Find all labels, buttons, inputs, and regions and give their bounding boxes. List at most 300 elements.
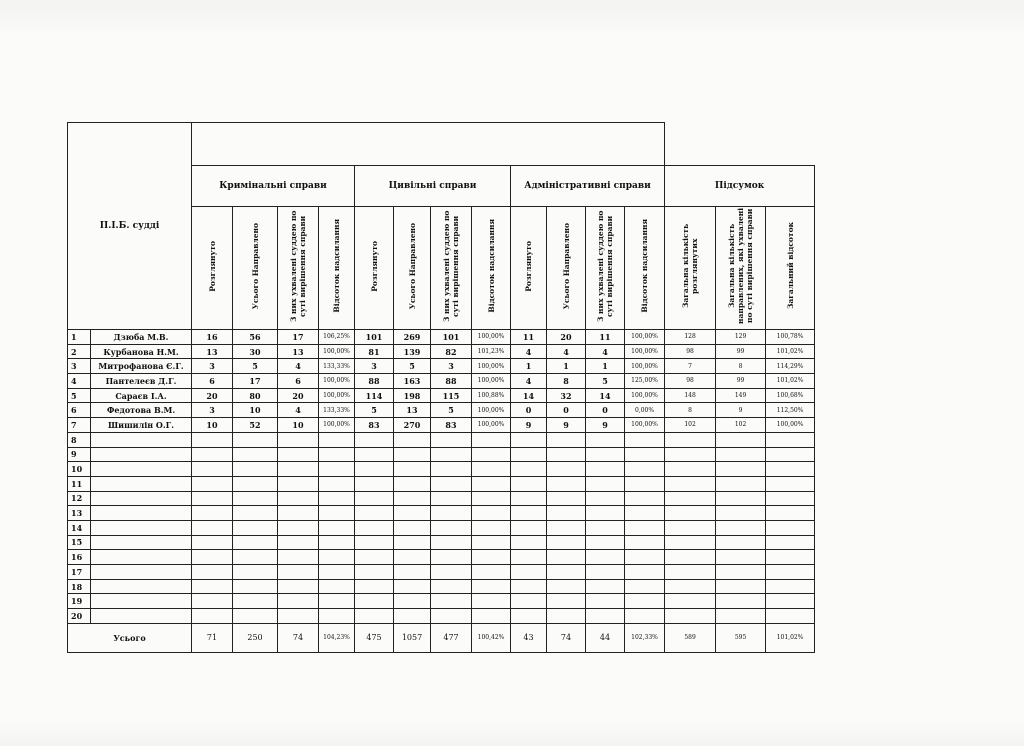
col-header-label: Відсоток надсилання: [332, 219, 341, 313]
crim-cell: [319, 609, 355, 624]
col-header-label: З них ухвалені суддею по суті вирішення справи: [596, 210, 614, 322]
summary-cell: [716, 609, 766, 624]
row-number: 19: [68, 594, 91, 609]
total-adm-cell: 74: [547, 623, 586, 652]
crim-cell: [233, 447, 278, 462]
crim-cell: [233, 594, 278, 609]
summary-cell: [665, 594, 716, 609]
total-civ-cell: 477: [431, 623, 472, 652]
crim-cell: [319, 447, 355, 462]
civ-cell: [431, 609, 472, 624]
adm-cell: [547, 462, 586, 477]
civ-cell: [394, 594, 431, 609]
crim-cell: [278, 506, 319, 521]
crim-cell: [192, 594, 233, 609]
crim-cell: [319, 594, 355, 609]
total-summary-cell: 589: [665, 623, 716, 652]
adm-cell: 14: [586, 388, 625, 403]
adm-cell: [586, 447, 625, 462]
civ-cell: [355, 565, 394, 580]
adm-cell: [511, 432, 547, 447]
crim-cell: [233, 550, 278, 565]
blank-header-band: [192, 123, 665, 166]
adm-cell: 9: [586, 418, 625, 433]
judge-name: [91, 609, 192, 624]
civ-cell: 83: [431, 418, 472, 433]
summary-cell: [716, 550, 766, 565]
civ-cell: [472, 594, 511, 609]
adm-cell: [625, 506, 665, 521]
summary-cell: [716, 579, 766, 594]
summary-cell: 128: [665, 330, 716, 345]
row-number: 7: [68, 418, 91, 433]
judge-name: Пантелеєв Д.Г.: [91, 374, 192, 389]
civ-cell: [472, 565, 511, 580]
adm-cell: [586, 506, 625, 521]
table-row: [68, 418, 815, 433]
adm-cell: 0: [586, 403, 625, 418]
adm-cell: 1: [511, 359, 547, 374]
summary-cell: [766, 594, 815, 609]
adm-cell: [625, 432, 665, 447]
adm-cell: [511, 594, 547, 609]
crim-cell: 20: [278, 388, 319, 403]
adm-cell: [625, 579, 665, 594]
civ-cell: [355, 506, 394, 521]
col-header-label: Усього Направлено: [407, 222, 417, 310]
judge-name: Митрофанова Є.Г.: [91, 359, 192, 374]
total-row: [68, 623, 815, 652]
table-row: [68, 432, 815, 447]
summary-cell: [766, 506, 815, 521]
crim-cell: 100,00%: [319, 388, 355, 403]
row-number: 4: [68, 374, 91, 389]
civ-cell: 101: [355, 330, 394, 345]
row-number: 13: [68, 506, 91, 521]
row-number: 15: [68, 535, 91, 550]
crim-cell: [319, 462, 355, 477]
table-row: [68, 344, 815, 359]
total-crim-cell: 74: [278, 623, 319, 652]
summary-cell: [766, 550, 815, 565]
crim-cell: 10: [233, 403, 278, 418]
civ-cell: [431, 476, 472, 491]
table-row: [68, 359, 815, 374]
summary-cell: [766, 535, 815, 550]
crim-cell: 13: [192, 344, 233, 359]
civ-cell: [472, 506, 511, 521]
adm-cell: 5: [586, 374, 625, 389]
crim-cell: [192, 520, 233, 535]
crim-cell: 56: [233, 330, 278, 345]
col-criminal-sent-total: [233, 207, 278, 330]
crim-cell: 16: [192, 330, 233, 345]
adm-cell: [625, 520, 665, 535]
summary-cell: 100,68%: [766, 388, 815, 403]
summary-cell: 149: [716, 388, 766, 403]
crim-cell: [233, 491, 278, 506]
summary-cell: 98: [665, 344, 716, 359]
crim-cell: 10: [278, 418, 319, 433]
summary-cell: [766, 565, 815, 580]
civ-cell: [431, 506, 472, 521]
crim-cell: [192, 491, 233, 506]
summary-cell: [665, 462, 716, 477]
summary-cell: [665, 432, 716, 447]
adm-cell: [625, 535, 665, 550]
total-crim-cell: 71: [192, 623, 233, 652]
table-row: [68, 506, 815, 521]
row-number: 6: [68, 403, 91, 418]
crim-cell: [278, 447, 319, 462]
crim-cell: [233, 462, 278, 477]
summary-cell: [665, 565, 716, 580]
judges-statistics-table: [67, 122, 815, 653]
total-adm-cell: 43: [511, 623, 547, 652]
adm-cell: [625, 491, 665, 506]
table-row: [68, 565, 815, 580]
total-summary-cell: 595: [716, 623, 766, 652]
civ-cell: 100,00%: [472, 359, 511, 374]
judge-name: [91, 550, 192, 565]
crim-cell: [278, 609, 319, 624]
civ-cell: [355, 520, 394, 535]
judge-name: [91, 506, 192, 521]
summary-cell: 100,78%: [766, 330, 815, 345]
crim-cell: [233, 476, 278, 491]
crim-cell: [278, 520, 319, 535]
blank-header-corner: [665, 123, 815, 166]
total-civ-cell: 100,42%: [472, 623, 511, 652]
summary-cell: [716, 535, 766, 550]
adm-cell: 9: [511, 418, 547, 433]
adm-cell: 14: [511, 388, 547, 403]
civ-cell: [355, 432, 394, 447]
group-summary: Підсумок: [665, 166, 815, 207]
crim-cell: [278, 579, 319, 594]
summary-cell: [665, 550, 716, 565]
civ-cell: [355, 550, 394, 565]
civ-cell: [394, 447, 431, 462]
col-civil-percent: [472, 207, 511, 330]
crim-cell: [192, 447, 233, 462]
row-number: 14: [68, 520, 91, 535]
crim-cell: 100,00%: [319, 374, 355, 389]
adm-cell: 1: [547, 359, 586, 374]
adm-cell: [547, 491, 586, 506]
adm-cell: 125,00%: [625, 374, 665, 389]
adm-cell: [511, 565, 547, 580]
civ-cell: 100,00%: [472, 403, 511, 418]
adm-cell: [625, 462, 665, 477]
crim-cell: [233, 520, 278, 535]
summary-cell: 101,02%: [766, 344, 815, 359]
adm-cell: [625, 447, 665, 462]
row-number: 3: [68, 359, 91, 374]
col-header-label: Розглянуто: [207, 240, 217, 292]
judge-name-header: П.І.Б. судді: [68, 123, 192, 330]
adm-cell: [511, 579, 547, 594]
summary-cell: [716, 491, 766, 506]
total-adm-cell: 44: [586, 623, 625, 652]
civ-cell: 139: [394, 344, 431, 359]
summary-cell: [665, 520, 716, 535]
adm-cell: 9: [547, 418, 586, 433]
crim-cell: [233, 565, 278, 580]
summary-cell: [665, 491, 716, 506]
civ-cell: [394, 565, 431, 580]
report-sheet: [67, 122, 809, 643]
judge-name: [91, 594, 192, 609]
judge-name: Курбанова Н.М.: [91, 344, 192, 359]
adm-cell: [547, 476, 586, 491]
civ-cell: [472, 579, 511, 594]
adm-cell: [547, 579, 586, 594]
crim-cell: [319, 491, 355, 506]
crim-cell: 100,00%: [319, 418, 355, 433]
civ-cell: [472, 491, 511, 506]
summary-cell: [665, 609, 716, 624]
adm-cell: 11: [511, 330, 547, 345]
judge-name: [91, 432, 192, 447]
col-header-label: Загальна кількість направлених, які ухвалені по суті вирішення справи: [727, 207, 755, 325]
crim-cell: 4: [278, 359, 319, 374]
adm-cell: [511, 520, 547, 535]
adm-cell: [586, 535, 625, 550]
col-criminal-reviewed: [192, 207, 233, 330]
row-number: 10: [68, 462, 91, 477]
adm-cell: [547, 550, 586, 565]
crim-cell: [192, 476, 233, 491]
adm-cell: [625, 565, 665, 580]
summary-cell: [766, 609, 815, 624]
civ-cell: [355, 609, 394, 624]
table-row: [68, 535, 815, 550]
adm-cell: 100,00%: [625, 418, 665, 433]
col-administrative-sent-total: [547, 207, 586, 330]
civ-cell: [355, 447, 394, 462]
col-summary-total-sent-decided: [716, 207, 766, 330]
col-administrative-reviewed: [511, 207, 547, 330]
civ-cell: [472, 432, 511, 447]
crim-cell: [319, 579, 355, 594]
crim-cell: [319, 565, 355, 580]
summary-cell: [766, 476, 815, 491]
crim-cell: [233, 432, 278, 447]
table-row: [68, 609, 815, 624]
civ-cell: 5: [355, 403, 394, 418]
civ-cell: 3: [431, 359, 472, 374]
civ-cell: 101,23%: [472, 344, 511, 359]
crim-cell: 20: [192, 388, 233, 403]
judge-name: [91, 447, 192, 462]
crim-cell: 13: [278, 344, 319, 359]
civ-cell: [472, 550, 511, 565]
total-summary-cell: 101,02%: [766, 623, 815, 652]
summary-cell: 148: [665, 388, 716, 403]
summary-cell: [716, 447, 766, 462]
adm-cell: [547, 565, 586, 580]
crim-cell: [319, 520, 355, 535]
civ-cell: [394, 520, 431, 535]
col-summary-total-percent: [766, 207, 815, 330]
adm-cell: [511, 506, 547, 521]
civ-cell: 13: [394, 403, 431, 418]
row-number: 5: [68, 388, 91, 403]
civ-cell: [355, 594, 394, 609]
civ-cell: [394, 609, 431, 624]
table-row: [68, 594, 815, 609]
civ-cell: [431, 491, 472, 506]
adm-cell: [625, 609, 665, 624]
row-number: 2: [68, 344, 91, 359]
adm-cell: 4: [511, 344, 547, 359]
row-number: 9: [68, 447, 91, 462]
total-civ-cell: 475: [355, 623, 394, 652]
civ-cell: [355, 579, 394, 594]
adm-cell: [586, 462, 625, 477]
table-row: [68, 491, 815, 506]
total-crim-cell: 104,23%: [319, 623, 355, 652]
adm-cell: 0: [547, 403, 586, 418]
crim-cell: 80: [233, 388, 278, 403]
crim-cell: 30: [233, 344, 278, 359]
judge-name: [91, 535, 192, 550]
crim-cell: [278, 432, 319, 447]
adm-cell: 100,00%: [625, 344, 665, 359]
row-number: 18: [68, 579, 91, 594]
judge-name: Шишилін О.Г.: [91, 418, 192, 433]
adm-cell: [586, 550, 625, 565]
row-number: 20: [68, 609, 91, 624]
summary-cell: 99: [716, 374, 766, 389]
summary-cell: 8: [716, 359, 766, 374]
summary-cell: 7: [665, 359, 716, 374]
col-civil-reviewed: [355, 207, 394, 330]
crim-cell: [278, 565, 319, 580]
crim-cell: [233, 506, 278, 521]
judge-name: [91, 579, 192, 594]
summary-cell: [665, 506, 716, 521]
adm-cell: 4: [547, 344, 586, 359]
crim-cell: 133,33%: [319, 359, 355, 374]
adm-cell: 0: [511, 403, 547, 418]
col-header-label: Усього Направлено: [250, 222, 260, 310]
summary-cell: [665, 476, 716, 491]
crim-cell: [319, 550, 355, 565]
total-label: Усього: [68, 623, 192, 652]
adm-cell: 8: [547, 374, 586, 389]
summary-cell: [716, 462, 766, 477]
total-crim-cell: 250: [233, 623, 278, 652]
civ-cell: [472, 535, 511, 550]
adm-cell: [547, 447, 586, 462]
summary-cell: [766, 579, 815, 594]
civ-cell: 3: [355, 359, 394, 374]
adm-cell: 20: [547, 330, 586, 345]
summary-cell: [665, 535, 716, 550]
civ-cell: [431, 579, 472, 594]
adm-cell: 0,00%: [625, 403, 665, 418]
civ-cell: 198: [394, 388, 431, 403]
civ-cell: 100,00%: [472, 418, 511, 433]
adm-cell: 100,00%: [625, 330, 665, 345]
crim-cell: 106,25%: [319, 330, 355, 345]
row-number: 12: [68, 491, 91, 506]
table-row: [68, 579, 815, 594]
table-row: [68, 462, 815, 477]
crim-cell: 4: [278, 403, 319, 418]
adm-cell: [511, 535, 547, 550]
judge-name: [91, 520, 192, 535]
adm-cell: [511, 476, 547, 491]
civ-cell: [394, 491, 431, 506]
civ-cell: 115: [431, 388, 472, 403]
civ-cell: [355, 535, 394, 550]
civ-cell: [394, 432, 431, 447]
civ-cell: 5: [431, 403, 472, 418]
table-row: [68, 330, 815, 345]
crim-cell: [192, 550, 233, 565]
summary-cell: [766, 520, 815, 535]
civ-cell: [472, 447, 511, 462]
table-row: [68, 447, 815, 462]
civ-cell: 82: [431, 344, 472, 359]
adm-cell: [547, 520, 586, 535]
adm-cell: 100,00%: [625, 359, 665, 374]
table-row: [68, 388, 815, 403]
summary-cell: 102: [716, 418, 766, 433]
adm-cell: [586, 594, 625, 609]
judge-name: [91, 462, 192, 477]
civ-cell: 5: [394, 359, 431, 374]
crim-cell: 3: [192, 403, 233, 418]
col-header-label: Відсоток надсилання: [640, 219, 650, 313]
col-header-label: Загальна кількість розглянутих: [681, 223, 700, 309]
crim-cell: [192, 432, 233, 447]
civ-cell: [472, 520, 511, 535]
col-criminal-decided-merits: [278, 207, 319, 330]
summary-cell: [716, 476, 766, 491]
col-header-label: Відсоток надсилання: [486, 219, 496, 313]
crim-cell: [192, 609, 233, 624]
adm-cell: [586, 491, 625, 506]
civ-cell: [355, 476, 394, 491]
col-header-label: З них ухвалені суддею по суті вирішення справи: [442, 210, 460, 322]
summary-cell: 102: [665, 418, 716, 433]
judge-name: Федотова В.М.: [91, 403, 192, 418]
summary-cell: [716, 594, 766, 609]
adm-cell: [586, 520, 625, 535]
row-number: 17: [68, 565, 91, 580]
civ-cell: [431, 520, 472, 535]
adm-cell: [586, 609, 625, 624]
adm-cell: 100,00%: [625, 388, 665, 403]
summary-cell: [716, 565, 766, 580]
judge-name: [91, 565, 192, 580]
summary-cell: 101,02%: [766, 374, 815, 389]
adm-cell: 32: [547, 388, 586, 403]
civ-cell: 101: [431, 330, 472, 345]
crim-cell: [233, 579, 278, 594]
summary-cell: [766, 491, 815, 506]
col-header-label: Усього Направлено: [561, 222, 571, 310]
col-civil-sent-total: [394, 207, 431, 330]
group-criminal: Кримінальні справи: [192, 166, 355, 207]
summary-cell: 9: [716, 403, 766, 418]
summary-cell: 8: [665, 403, 716, 418]
civ-cell: 163: [394, 374, 431, 389]
